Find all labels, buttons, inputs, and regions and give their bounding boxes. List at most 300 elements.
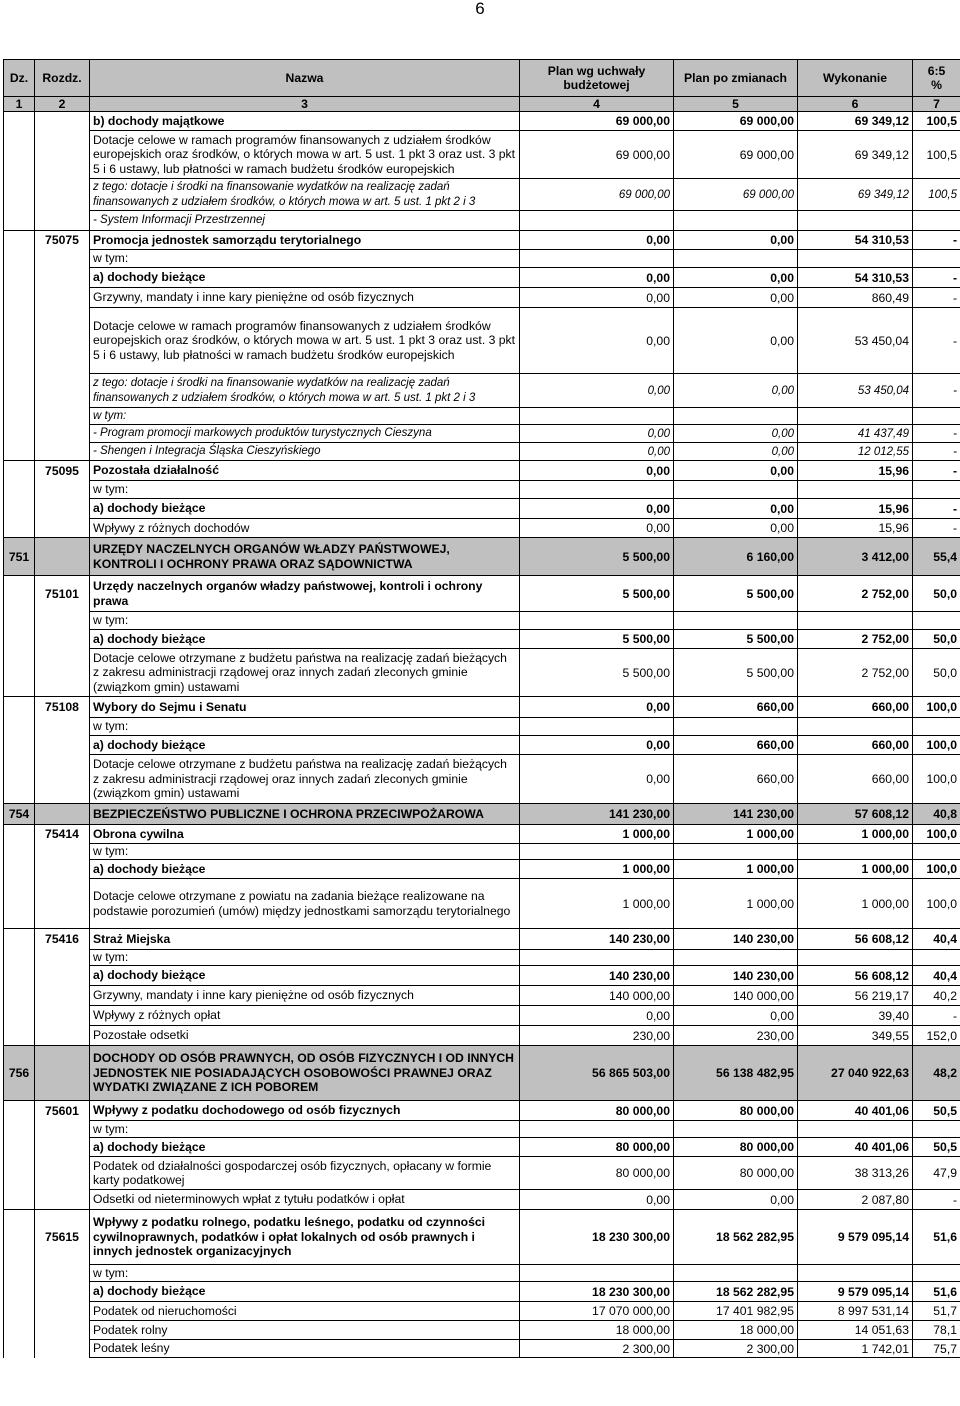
cell-dz (4, 1190, 35, 1210)
cell-plan-po-zmianach: 80 000,00 (674, 1138, 798, 1157)
cell-wykonanie: 69 349,12 (798, 179, 913, 211)
cell-wykonanie: 15,96 (798, 519, 913, 538)
cell-dz (4, 1138, 35, 1157)
table-row (4, 1006, 960, 1026)
cell-rozdz (35, 1006, 90, 1026)
cell-name: w tym: (90, 718, 520, 736)
cell-dz (4, 1282, 35, 1302)
cell-ratio: - (913, 288, 960, 308)
cell-ratio: 50,0 (913, 630, 960, 649)
cell-dz (4, 231, 35, 250)
table-row (4, 374, 960, 408)
cell-rozdz (35, 612, 90, 630)
cell-dz (4, 1121, 35, 1138)
cell-plan-uchwaly: 0,00 (520, 519, 674, 538)
cell-wykonanie (798, 481, 913, 499)
cell-dz (4, 986, 35, 1006)
table-row (4, 288, 960, 308)
cell-wykonanie: 39,40 (798, 1006, 913, 1026)
cell-name: Wpływy z różnych opłat (90, 1006, 520, 1026)
cell-plan-po-zmianach: 5 500,00 (674, 649, 798, 697)
cell-wykonanie: 56 219,17 (798, 986, 913, 1006)
page-number: 6 (475, 0, 485, 18)
cell-name: Obrona cywilna (90, 825, 520, 844)
cell-plan-uchwaly: 0,00 (520, 755, 674, 804)
cell-name: URZĘDY NACZELNYCH ORGANÓW WŁADZY PAŃSTWOWEJ, KONTROLI I OCHRONY PRAWA ORAZ SĄDOWNICTWA (90, 538, 520, 576)
cell-ratio (913, 481, 960, 499)
cell-dz (4, 1321, 35, 1340)
cell-dz (4, 1210, 35, 1265)
header-plan-uchwaly: Plan wg uchwały budżetowej (520, 60, 674, 97)
header-wykonanie: Wykonanie (798, 60, 913, 97)
cell-rozdz (35, 755, 90, 804)
cell-ratio: 55,4 (913, 538, 960, 576)
cell-ratio (913, 1265, 960, 1282)
cell-rozdz (35, 718, 90, 736)
table-row (4, 408, 960, 425)
column-number: 3 (90, 97, 520, 112)
cell-wykonanie: 57 608,12 (798, 804, 913, 825)
cell-plan-uchwaly: 1 000,00 (520, 825, 674, 844)
cell-ratio: 100,0 (913, 860, 960, 879)
cell-name: Pozostałe odsetki (90, 1026, 520, 1046)
cell-name: a) dochody bieżące (90, 966, 520, 986)
cell-dz (4, 131, 35, 179)
table-row (4, 860, 960, 879)
table-row (4, 1210, 960, 1265)
cell-plan-po-zmianach: 17 401 982,95 (674, 1302, 798, 1321)
cell-rozdz (35, 630, 90, 649)
cell-plan-po-zmianach: 0,00 (674, 1190, 798, 1210)
cell-wykonanie: 15,96 (798, 499, 913, 519)
cell-plan-uchwaly (520, 481, 674, 499)
cell-dz (4, 825, 35, 844)
table-row (4, 1138, 960, 1157)
cell-dz (4, 736, 35, 755)
cell-wykonanie: 3 412,00 (798, 538, 913, 576)
cell-name: BEZPIECZEŃSTWO PUBLICZNE I OCHRONA PRZECIWPOŻAROWA (90, 804, 520, 825)
cell-dz (4, 630, 35, 649)
cell-name: a) dochody bieżące (90, 499, 520, 519)
cell-ratio (913, 950, 960, 966)
table-row (4, 425, 960, 443)
cell-plan-uchwaly: 0,00 (520, 736, 674, 755)
cell-plan-uchwaly: 18 230 300,00 (520, 1210, 674, 1265)
cell-plan-uchwaly (520, 844, 674, 860)
cell-plan-uchwaly: 0,00 (520, 499, 674, 519)
table-row (4, 112, 960, 131)
cell-rozdz (35, 443, 90, 461)
table-row (4, 1121, 960, 1138)
cell-rozdz (35, 804, 90, 825)
cell-name: w tym: (90, 950, 520, 966)
table-row (4, 1046, 960, 1101)
header-ratio (913, 60, 960, 97)
table-row (4, 131, 960, 179)
table-row (4, 179, 960, 211)
cell-name: - Program promocji markowych produktów turystycznych Cieszyna (90, 425, 520, 443)
cell-rozdz (35, 1282, 90, 1302)
cell-dz (4, 966, 35, 986)
cell-ratio: 50,0 (913, 576, 960, 612)
cell-name: a) dochody bieżące (90, 630, 520, 649)
header-ratio-label: 6:5 (927, 64, 946, 78)
cell-wykonanie (798, 250, 913, 268)
cell-wykonanie: 40 401,06 (798, 1101, 913, 1121)
cell-wykonanie: 53 450,04 (798, 308, 913, 374)
cell-ratio (913, 612, 960, 630)
cell-plan-uchwaly: 0,00 (520, 461, 674, 481)
table-row (4, 649, 960, 697)
cell-wykonanie: 27 040 922,63 (798, 1046, 913, 1101)
cell-name: z tego: dotacje i środki na finansowanie wydatków na realizację zadań finansowanych z udziałem środków, o których mowa w art. 5 ust. 1 pkt 2 i 3 (90, 374, 520, 408)
cell-rozdz: 75101 (35, 576, 90, 612)
cell-dz (4, 211, 35, 231)
cell-dz (4, 1006, 35, 1026)
table-row (4, 1265, 960, 1282)
cell-wykonanie: 40 401,06 (798, 1138, 913, 1157)
cell-dz (4, 179, 35, 211)
cell-ratio: 51,7 (913, 1302, 960, 1321)
cell-ratio: 48,2 (913, 1046, 960, 1101)
cell-ratio: 40,4 (913, 929, 960, 950)
cell-plan-uchwaly: 5 500,00 (520, 649, 674, 697)
column-number: 4 (520, 97, 674, 112)
cell-ratio: 100,0 (913, 879, 960, 929)
cell-plan-po-zmianach (674, 718, 798, 736)
cell-dz (4, 1026, 35, 1046)
cell-ratio: - (913, 231, 960, 250)
cell-wykonanie: 56 608,12 (798, 966, 913, 986)
cell-rozdz (35, 1190, 90, 1210)
table-row (4, 250, 960, 268)
cell-ratio (913, 718, 960, 736)
table-row (4, 519, 960, 538)
cell-dz (4, 519, 35, 538)
cell-plan-po-zmianach: 69 000,00 (674, 179, 798, 211)
cell-wykonanie: 9 579 095,14 (798, 1282, 913, 1302)
cell-ratio: 100,0 (913, 825, 960, 844)
cell-name: Podatek leśny (90, 1340, 520, 1358)
cell-plan-uchwaly: 56 865 503,00 (520, 1046, 674, 1101)
cell-name: Pozostała działalność (90, 461, 520, 481)
cell-name: Dotacje celowe w ramach programów finansowanych z udziałem środków europejskich oraz środków, o których mowa w art. 5 ust. 1 pkt 3 oraz ust. 3 pkt 5 i 6 ustawy, lub płatności w ramach budżetu środków europejskich (90, 131, 520, 179)
cell-dz (4, 860, 35, 879)
cell-rozdz (35, 1302, 90, 1321)
cell-rozdz (35, 268, 90, 288)
cell-plan-uchwaly: 5 500,00 (520, 538, 674, 576)
cell-ratio (913, 844, 960, 860)
cell-rozdz: 75601 (35, 1101, 90, 1121)
cell-wykonanie: 2 752,00 (798, 630, 913, 649)
table-row (4, 950, 960, 966)
cell-plan-uchwaly: 0,00 (520, 231, 674, 250)
cell-plan-po-zmianach: 0,00 (674, 288, 798, 308)
cell-rozdz (35, 1340, 90, 1358)
cell-dz (4, 1157, 35, 1190)
cell-wykonanie: 860,49 (798, 288, 913, 308)
table-row (4, 231, 960, 250)
cell-dz: 751 (4, 538, 35, 576)
cell-name: Grzywny, mandaty i inne kary pieniężne od osób fizycznych (90, 986, 520, 1006)
cell-dz: 754 (4, 804, 35, 825)
cell-name: Promocja jednostek samorządu terytorialnego (90, 231, 520, 250)
cell-rozdz (35, 481, 90, 499)
cell-wykonanie: 69 349,12 (798, 112, 913, 131)
cell-plan-uchwaly: 80 000,00 (520, 1138, 674, 1157)
cell-name: a) dochody bieżące (90, 1138, 520, 1157)
table-row (4, 1340, 960, 1358)
cell-name: z tego: dotacje i środki na finansowanie wydatków na realizację zadań finansowanych z udziałem środków, o których mowa w art. 5 ust. 1 pkt 2 i 3 (90, 179, 520, 211)
cell-wykonanie: 69 349,12 (798, 131, 913, 179)
table-row (4, 718, 960, 736)
cell-dz: 756 (4, 1046, 35, 1101)
cell-plan-po-zmianach (674, 1265, 798, 1282)
cell-dz (4, 929, 35, 950)
cell-dz (4, 250, 35, 268)
table-row (4, 308, 960, 374)
cell-ratio: - (913, 425, 960, 443)
header-nazwa: Nazwa (90, 60, 520, 97)
cell-wykonanie: 54 310,53 (798, 268, 913, 288)
cell-plan-po-zmianach (674, 408, 798, 425)
cell-ratio: 100,5 (913, 179, 960, 211)
cell-plan-po-zmianach: 140 230,00 (674, 929, 798, 950)
cell-name: w tym: (90, 250, 520, 268)
cell-rozdz (35, 288, 90, 308)
cell-rozdz (35, 1321, 90, 1340)
table-row (4, 1302, 960, 1321)
cell-plan-uchwaly: 0,00 (520, 268, 674, 288)
cell-ratio (913, 250, 960, 268)
cell-rozdz: 75416 (35, 929, 90, 950)
cell-name: a) dochody bieżące (90, 860, 520, 879)
cell-ratio: 100,5 (913, 131, 960, 179)
cell-dz (4, 268, 35, 288)
cell-dz (4, 308, 35, 374)
cell-plan-po-zmianach: 230,00 (674, 1026, 798, 1046)
column-number: 5 (674, 97, 798, 112)
table-row (4, 755, 960, 804)
header-dz: Dz. (4, 60, 35, 97)
cell-wykonanie: 660,00 (798, 736, 913, 755)
cell-plan-po-zmianach: 1 000,00 (674, 825, 798, 844)
cell-plan-uchwaly: 80 000,00 (520, 1101, 674, 1121)
cell-ratio: 100,5 (913, 112, 960, 131)
cell-plan-po-zmianach: 5 500,00 (674, 576, 798, 612)
table-row (4, 697, 960, 718)
cell-ratio: 152,0 (913, 1026, 960, 1046)
cell-plan-uchwaly: 80 000,00 (520, 1157, 674, 1190)
cell-rozdz (35, 986, 90, 1006)
cell-plan-uchwaly: 69 000,00 (520, 131, 674, 179)
cell-dz (4, 755, 35, 804)
table-row (4, 736, 960, 755)
cell-plan-uchwaly: 0,00 (520, 697, 674, 718)
cell-wykonanie: 660,00 (798, 697, 913, 718)
cell-rozdz (35, 1046, 90, 1101)
cell-ratio: 75,7 (913, 1340, 960, 1358)
cell-wykonanie (798, 844, 913, 860)
cell-rozdz: 75108 (35, 697, 90, 718)
cell-dz (4, 844, 35, 860)
cell-dz (4, 288, 35, 308)
cell-dz (4, 718, 35, 736)
column-number: 6 (798, 97, 913, 112)
column-number-row (4, 97, 960, 112)
cell-ratio: 47,9 (913, 1157, 960, 1190)
cell-ratio: - (913, 268, 960, 288)
cell-plan-po-zmianach: 141 230,00 (674, 804, 798, 825)
cell-rozdz: 75615 (35, 1210, 90, 1265)
cell-plan-po-zmianach: 6 160,00 (674, 538, 798, 576)
cell-plan-po-zmianach: 0,00 (674, 231, 798, 250)
cell-rozdz: 75075 (35, 231, 90, 250)
cell-ratio: - (913, 443, 960, 461)
cell-name: - Shengen i Integracja Śląska Cieszyńskiego (90, 443, 520, 461)
cell-ratio: 50,0 (913, 649, 960, 697)
table-row (4, 929, 960, 950)
cell-name: Podatek rolny (90, 1321, 520, 1340)
cell-dz (4, 112, 35, 131)
cell-plan-po-zmianach: 660,00 (674, 736, 798, 755)
cell-rozdz (35, 538, 90, 576)
cell-plan-po-zmianach (674, 612, 798, 630)
cell-wykonanie: 2 752,00 (798, 576, 913, 612)
cell-ratio: 40,2 (913, 986, 960, 1006)
cell-plan-po-zmianach: 0,00 (674, 268, 798, 288)
cell-wykonanie: 2 752,00 (798, 649, 913, 697)
cell-dz (4, 879, 35, 929)
cell-wykonanie: 9 579 095,14 (798, 1210, 913, 1265)
cell-name: b) dochody majątkowe (90, 112, 520, 131)
table-row (4, 630, 960, 649)
header-row (4, 60, 960, 97)
cell-wykonanie: 15,96 (798, 461, 913, 481)
cell-ratio: 100,0 (913, 755, 960, 804)
cell-ratio: 40,8 (913, 804, 960, 825)
cell-name: a) dochody bieżące (90, 1282, 520, 1302)
cell-dz (4, 649, 35, 697)
cell-wykonanie (798, 408, 913, 425)
table-row (4, 1101, 960, 1121)
table-row (4, 576, 960, 612)
cell-plan-uchwaly: 69 000,00 (520, 112, 674, 131)
cell-plan-uchwaly (520, 211, 674, 231)
table-row (4, 844, 960, 860)
table-row (4, 1190, 960, 1210)
table-row (4, 1026, 960, 1046)
cell-plan-po-zmianach: 1 000,00 (674, 879, 798, 929)
cell-rozdz (35, 374, 90, 408)
cell-name: Dotacje celowe w ramach programów finansowanych z udziałem środków europejskich oraz środków, o których mowa w art. 5 ust. 1 pkt 3 oraz ust. 3 pkt 5 i 6 ustawy, lub płatności w ramach budżetu środków europejskich (90, 308, 520, 374)
cell-plan-po-zmianach: 80 000,00 (674, 1157, 798, 1190)
cell-rozdz (35, 1157, 90, 1190)
cell-rozdz (35, 499, 90, 519)
cell-plan-uchwaly: 0,00 (520, 1006, 674, 1026)
table-row (4, 461, 960, 481)
table-row (4, 481, 960, 499)
table-row (4, 211, 960, 231)
cell-plan-uchwaly: 1 000,00 (520, 860, 674, 879)
cell-dz (4, 425, 35, 443)
cell-plan-uchwaly: 230,00 (520, 1026, 674, 1046)
cell-name: Grzywny, mandaty i inne kary pieniężne od osób fizycznych (90, 288, 520, 308)
cell-wykonanie: 1 000,00 (798, 825, 913, 844)
cell-plan-uchwaly: 0,00 (520, 425, 674, 443)
cell-plan-uchwaly (520, 1265, 674, 1282)
cell-dz (4, 697, 35, 718)
cell-name: Podatek od działalności gospodarczej osób fizycznych, opłacany w formie karty podatkowej (90, 1157, 520, 1190)
cell-plan-uchwaly: 140 230,00 (520, 966, 674, 986)
cell-ratio: 51,6 (913, 1282, 960, 1302)
cell-plan-po-zmianach: 80 000,00 (674, 1101, 798, 1121)
cell-dz (4, 374, 35, 408)
cell-plan-po-zmianach (674, 950, 798, 966)
cell-rozdz (35, 649, 90, 697)
cell-ratio: - (913, 461, 960, 481)
table-row (4, 986, 960, 1006)
cell-rozdz (35, 408, 90, 425)
cell-ratio: - (913, 374, 960, 408)
cell-wykonanie: 14 051,63 (798, 1321, 913, 1340)
cell-name: Odsetki od nieterminowych wpłat z tytułu podatków i opłat (90, 1190, 520, 1210)
cell-rozdz: 75414 (35, 825, 90, 844)
cell-plan-uchwaly: 0,00 (520, 1190, 674, 1210)
cell-name: Podatek od nieruchomości (90, 1302, 520, 1321)
cell-plan-po-zmianach: 18 562 282,95 (674, 1210, 798, 1265)
cell-dz (4, 443, 35, 461)
cell-plan-uchwaly (520, 950, 674, 966)
cell-plan-po-zmianach: 140 230,00 (674, 966, 798, 986)
cell-rozdz (35, 879, 90, 929)
cell-name: a) dochody bieżące (90, 268, 520, 288)
cell-wykonanie: 660,00 (798, 755, 913, 804)
table-row (4, 1321, 960, 1340)
cell-name: Wybory do Sejmu i Senatu (90, 697, 520, 718)
table-row (4, 804, 960, 825)
column-number: 1 (4, 97, 35, 112)
header-plan-po-zmianach: Plan po zmianach (674, 60, 798, 97)
cell-ratio: - (913, 1190, 960, 1210)
cell-plan-uchwaly: 1 000,00 (520, 879, 674, 929)
cell-plan-po-zmianach (674, 844, 798, 860)
cell-wykonanie: 56 608,12 (798, 929, 913, 950)
cell-rozdz (35, 1138, 90, 1157)
cell-name: w tym: (90, 1121, 520, 1138)
cell-rozdz (35, 1026, 90, 1046)
cell-ratio: 50,5 (913, 1138, 960, 1157)
cell-wykonanie: 2 087,80 (798, 1190, 913, 1210)
cell-wykonanie (798, 950, 913, 966)
cell-plan-po-zmianach: 660,00 (674, 755, 798, 804)
cell-ratio: 100,0 (913, 697, 960, 718)
cell-plan-uchwaly (520, 1121, 674, 1138)
cell-plan-po-zmianach (674, 211, 798, 231)
cell-rozdz (35, 736, 90, 755)
cell-plan-po-zmianach (674, 481, 798, 499)
cell-dz (4, 950, 35, 966)
cell-plan-uchwaly: 5 500,00 (520, 576, 674, 612)
cell-plan-po-zmianach: 1 000,00 (674, 860, 798, 879)
cell-ratio: - (913, 308, 960, 374)
cell-plan-uchwaly: 5 500,00 (520, 630, 674, 649)
cell-rozdz (35, 1121, 90, 1138)
cell-plan-uchwaly (520, 718, 674, 736)
cell-plan-po-zmianach (674, 250, 798, 268)
cell-ratio: - (913, 499, 960, 519)
cell-plan-uchwaly: 140 230,00 (520, 929, 674, 950)
